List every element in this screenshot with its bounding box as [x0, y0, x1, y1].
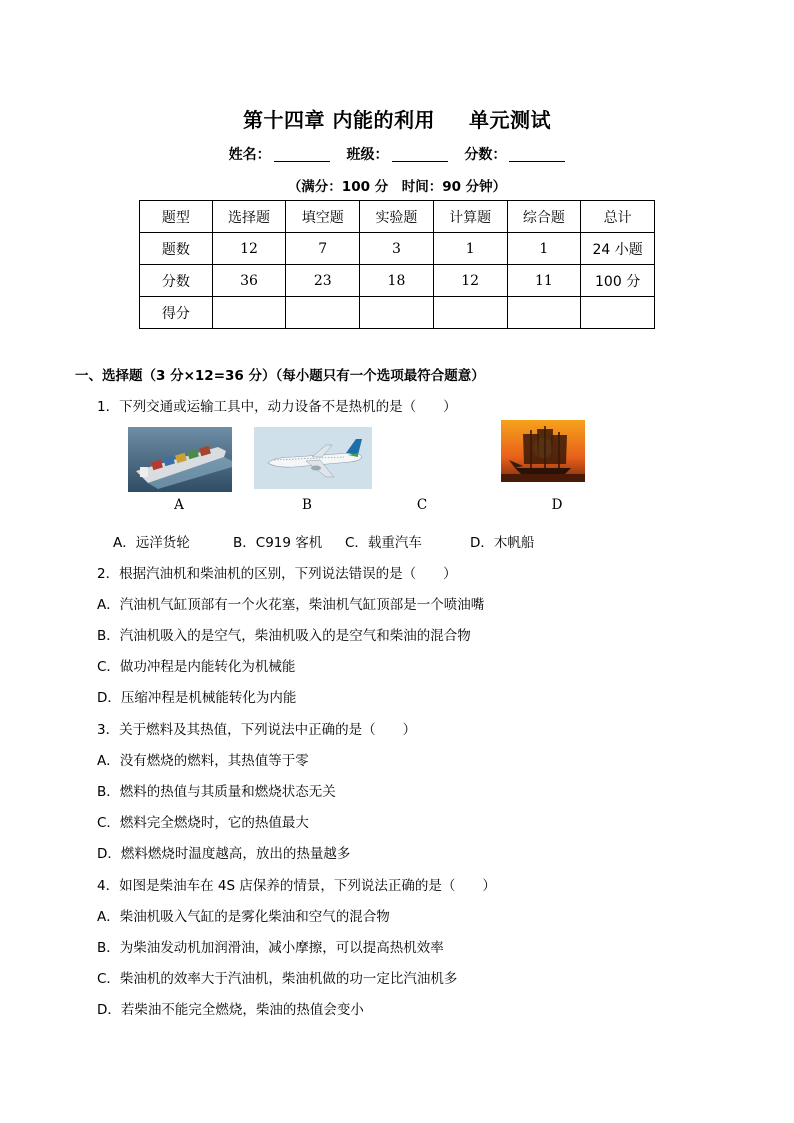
option-text: D．燃料燃烧时温度越高，放出的热量越多 [97, 846, 351, 862]
table-cell: 18 [360, 265, 434, 297]
table-cell: 得分 [140, 297, 213, 329]
table-cell: 总计 [581, 201, 655, 233]
score-entry-cell[interactable] [212, 297, 286, 329]
image-label-c: C [416, 497, 428, 513]
table-cell: 计算题 [433, 201, 507, 233]
option-text: C．柴油机的效率大于汽油机，柴油机做的功一定比汽油机多 [97, 971, 458, 987]
option-text: A．没有燃烧的燃料，其热值等于零 [97, 753, 309, 769]
image-label-d: D [551, 497, 563, 513]
cargo-ship-image [128, 427, 232, 492]
class-label: 班级： [346, 147, 389, 163]
table-cell: 实验题 [360, 201, 434, 233]
score-entry-cell[interactable] [433, 297, 507, 329]
student-info [0, 144, 794, 164]
option-text: D．若柴油不能完全燃烧，柴油的热值会变小 [97, 1002, 364, 1018]
title-test: 单元测试 [468, 108, 551, 132]
option-text: A．远洋货轮 [113, 535, 190, 551]
table-cell: 填空题 [286, 201, 360, 233]
option-text: C．燃料完全燃烧时，它的热值最大 [97, 815, 309, 831]
table-cell: 11 [507, 265, 581, 297]
table-cell: 题数 [140, 233, 213, 265]
name-label: 姓名： [228, 147, 271, 163]
section-heading: 一、选择题（3 分×12=36 分）（每小题只有一个选项最符合题意） [75, 368, 485, 384]
score-entry-cell[interactable] [360, 297, 434, 329]
table-cell: 23 [286, 265, 360, 297]
score-blank[interactable] [509, 147, 565, 162]
sailing-ship-image [501, 420, 585, 482]
question-3-stem: 3．关于燃料及其热值，下列说法中正确的是（ ） [97, 722, 417, 738]
option-text: C．做功冲程是内能转化为机械能 [97, 659, 296, 675]
table-cell: 选择题 [212, 201, 286, 233]
table-cell: 综合题 [507, 201, 581, 233]
table-cell: 12 [212, 233, 286, 265]
question-4-stem: 4．如图是柴油车在 4S 店保养的情景，下列说法正确的是（ ） [97, 878, 496, 894]
question-1-stem: 1．下列交通或运输工具中，动力设备不是热机的是（ ） [97, 399, 457, 415]
question-2-stem: 2．根据汽油机和柴油机的区别，下列说法错误的是（ ） [97, 566, 457, 582]
table-cell: 7 [286, 233, 360, 265]
score-entry-cell[interactable] [581, 297, 655, 329]
table-cell: 1 [507, 233, 581, 265]
option-text: B．为柴油发动机加润滑油，减小摩擦，可以提高热机效率 [97, 940, 444, 956]
score-label: 分数： [464, 147, 507, 163]
table-row [140, 265, 655, 297]
class-blank[interactable] [392, 147, 448, 162]
table-cell: 题型 [140, 201, 213, 233]
table-row [140, 233, 655, 265]
table-cell: 12 [433, 265, 507, 297]
score-entry-cell[interactable] [507, 297, 581, 329]
table-row [140, 201, 655, 233]
table-cell: 1 [433, 233, 507, 265]
option-text: A．柴油机吸入气缸的是雾化柴油和空气的混合物 [97, 909, 390, 925]
option-text: D．木帆船 [470, 535, 535, 551]
option-text: D．压缩冲程是机械能转化为内能 [97, 690, 297, 706]
title-chapter: 第十四章 内能的利用 [243, 108, 435, 132]
table-cell: 3 [360, 233, 434, 265]
image-label-a: A [174, 497, 184, 513]
score-table [139, 200, 655, 329]
c919-airplane-image [254, 427, 372, 489]
option-text: B．C919 客机 [233, 535, 323, 551]
option-text: C．载重汽车 [345, 535, 422, 551]
exam-subtitle: （满分：100 分 时间：90 分钟） [287, 179, 507, 195]
table-cell: 36 [212, 265, 286, 297]
option-text: B．燃料的热值与其质量和燃烧状态无关 [97, 784, 336, 800]
image-label-b: B [302, 497, 312, 513]
table-cell: 24 小题 [581, 233, 655, 265]
table-row [140, 297, 655, 329]
option-text: A．汽油机气缸顶部有一个火花塞，柴油机气缸顶部是一个喷油嘴 [97, 597, 485, 613]
score-entry-cell[interactable] [286, 297, 360, 329]
option-text: B．汽油机吸入的是空气，柴油机吸入的是空气和柴油的混合物 [97, 628, 471, 644]
page-title [0, 104, 794, 133]
table-cell: 分数 [140, 265, 213, 297]
table-cell: 100 分 [581, 265, 655, 297]
name-blank[interactable] [274, 147, 330, 162]
